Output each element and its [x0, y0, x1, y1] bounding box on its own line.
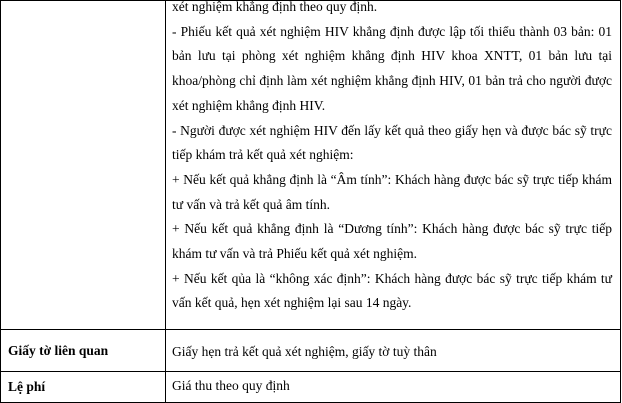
related-documents-value-cell [166, 330, 621, 372]
procedure-paragraph: xét nghiệm khẳng định theo quy định. [172, 0, 378, 14]
procedure-label-cell [1, 1, 166, 330]
procedure-paragraph: - Phiếu kết quả xét nghiệm HIV khẳng định được lập tối thiểu thành 03 bản: 01 bản lưu tại phòng xét nghiệm khẳng định HIV khoa XNTT, 01 bản lưu tại khoa/phòng chỉ định làm xét nghiệm khẳng định HIV, 01 bản trả cho người được xét nghiệm khẳng định HIV. [172, 23, 612, 113]
procedure-paragraph: + Nếu kết quả khẳng định là “Dương tính”: Khách hàng được bác sỹ trực tiếp khám tư vấn và trả Phiếu kết quả xét nghiệm. [172, 221, 612, 262]
procedure-paragraph: + Nếu kết quả khẳng định là “Âm tính”: Khách hàng được bác sỹ trực tiếp khám tư vấn và trả kết quả âm tính. [172, 171, 612, 212]
procedure-content-cell [166, 1, 621, 330]
procedure-paragraph: - Người được xét nghiệm HIV đến lấy kết quả theo giấy hẹn và được bác sỹ trực tiếp khám trả kết quả xét nghiệm: [172, 122, 612, 163]
related-documents-label: Giấy tờ liên quan [1, 330, 166, 372]
fee-row [1, 372, 621, 403]
procedure-paragraph: + Nếu kết qủa là “không xác định”: Khách hàng được bác sỹ trực tiếp khám tư vấn kết quả, hẹn xét nghiệm lại sau 14 ngày. [172, 270, 612, 311]
fee-value-cell [166, 372, 621, 403]
fee-label: Lệ phí [1, 372, 166, 403]
procedure-row [1, 1, 621, 330]
fee-value: Giá thu theo quy định [172, 378, 290, 393]
related-documents-value: Giấy hẹn trả kết quả xét nghiệm, giấy tờ tuỳ thân [172, 343, 437, 359]
related-documents-row [1, 330, 621, 372]
